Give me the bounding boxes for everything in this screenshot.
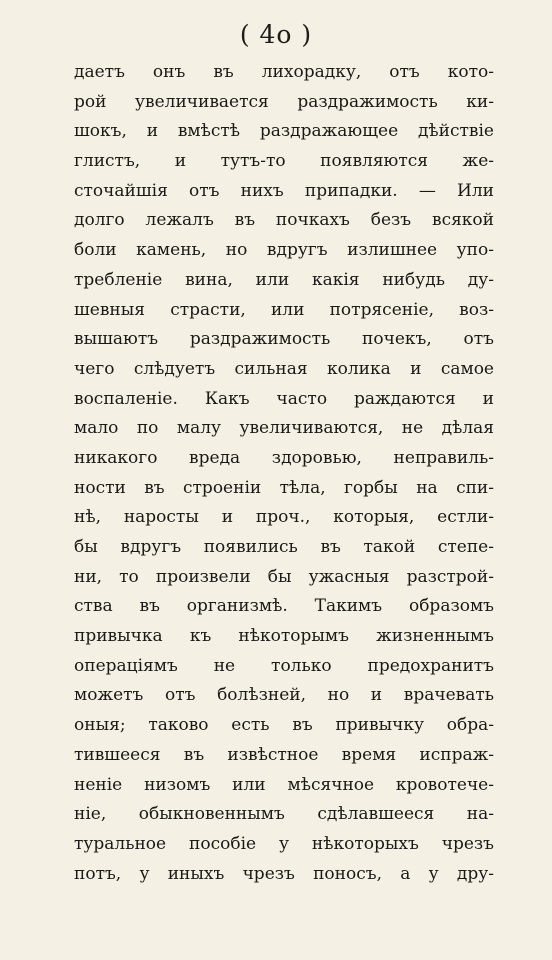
text-line: ніе, обыкновеннымъ сдѣлавшееся на- xyxy=(74,804,494,825)
text-line: воспаленіе. Какъ часто раждаются и xyxy=(74,388,494,409)
text-line: мало по малу увеличиваются, не дѣлая xyxy=(74,418,494,439)
text-line: операціямъ не только предохранитъ xyxy=(74,655,494,676)
text-line: шокъ, и вмѣстѣ раздражающее дѣйствіе xyxy=(74,121,494,142)
text-line: боли камень, но вдругъ излишнее упо- xyxy=(74,240,494,261)
body-text xyxy=(74,58,494,889)
text-line: требленіе вина, или какія нибудь ду- xyxy=(74,269,494,290)
text-line: глистъ, и тутъ-то появляются же- xyxy=(74,151,494,172)
text-line: сточайшія отъ нихъ припадки. — Или xyxy=(74,180,494,201)
text-line: вышаютъ раздражимость почекъ, отъ xyxy=(74,329,494,350)
text-line: ни, то произвели бы ужасныя разстрой- xyxy=(74,566,494,587)
text-line: никакого вреда здоровью, неправиль- xyxy=(74,447,494,468)
text-line: можетъ отъ болѣзней, но и врачевать xyxy=(74,685,494,706)
text-line: ности въ строеніи тѣла, горбы на спи- xyxy=(74,477,494,498)
text-line: даетъ онъ въ лихорадку, отъ кото- xyxy=(74,62,494,82)
text-line: оныя; таково есть въ привычку обра- xyxy=(74,715,494,736)
text-line: неніе низомъ или мѣсячное кровотече- xyxy=(74,774,494,795)
text-line: шевныя страсти, или потрясеніе, воз- xyxy=(74,299,494,320)
text-line: рой увеличивается раздражимость ки- xyxy=(74,91,494,112)
text-line: ства въ организмѣ. Такимъ образомъ xyxy=(74,596,494,617)
text-line: долго лежалъ въ почкахъ безъ всякой xyxy=(74,210,494,231)
text-line: нѣ, наросты и проч., которыя, естли- xyxy=(74,507,494,528)
text-line: привычка къ нѣкоторымъ жизненнымъ xyxy=(74,626,494,647)
text-line: чего слѣдуетъ сильная колика и самое xyxy=(74,358,494,379)
text-line: бы вдругъ появились въ такой степе- xyxy=(74,537,494,557)
text-line: туральное пособіе у нѣкоторыхъ чрезъ xyxy=(74,833,494,854)
page-number: ( 4o ) xyxy=(239,20,313,49)
text-line: потъ, у иныхъ чрезъ поносъ, а у дру- xyxy=(74,863,494,884)
text-line: тившееся въ извѣстное время испраж- xyxy=(74,744,494,765)
